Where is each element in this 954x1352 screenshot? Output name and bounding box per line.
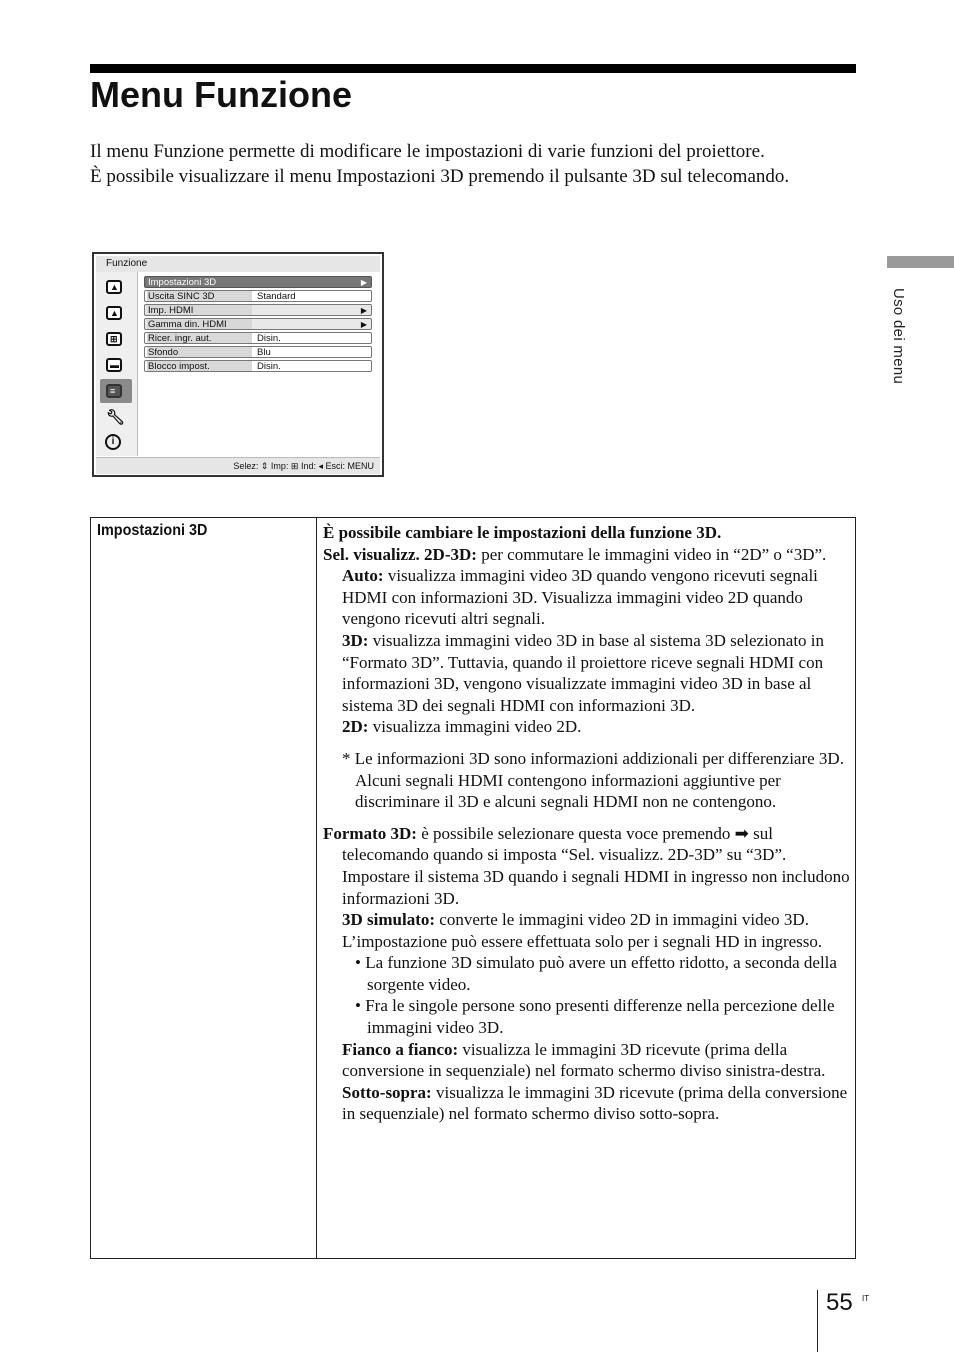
page-number-rule	[817, 1290, 818, 1352]
title-rule	[90, 64, 856, 73]
osd-row-uscita-sinc-3d: Uscita SINC 3D Standard	[144, 290, 372, 302]
osd-row-impostazioni-3d: Impostazioni 3D ▶	[144, 276, 372, 288]
osd-footer-hints: Selez: ⇕ Imp: ⊞ Ind: ◂ Esci: MENU	[233, 461, 374, 471]
intro-line-1: Il menu Funzione permette di modificare le impostazioni di varie funzioni del proiettore.	[90, 141, 765, 162]
bullet-item: • La funzione 3D simulato può avere un effetto ridotto, a seconda della sorgente video.	[355, 953, 837, 994]
picture-adjust-icon: ▲	[106, 306, 122, 320]
lead-text: È possibile cambiare le impostazioni della funzione 3D.	[323, 523, 722, 542]
osd-row-gamma-din-hdmi: Gamma din. HDMI ▶	[144, 318, 372, 330]
auto-item: Auto: visualizza immagini video 3D quando vengono ricevuti segnali HDMI con informazioni 3D. Visualizza immagini video 2D quando vengono ricevuti altri segnali.	[342, 566, 818, 629]
osd-icon-sidebar	[96, 272, 138, 456]
section-tab	[887, 256, 954, 268]
setup-icon: ▬	[106, 358, 122, 372]
bullet-item: • Fra le singole persone sono presenti differenze nella percezione delle immagini video 3D.	[355, 996, 835, 1038]
page-number: 55	[826, 1289, 853, 1316]
osd-footer	[96, 457, 380, 474]
osd-header	[96, 256, 380, 272]
osd-menu-screenshot	[92, 252, 384, 477]
wrench-icon: 🔧︎	[106, 409, 126, 426]
3d-simulato-item: 3D simulato: converte le immagini video 2D in immagini video 3D. L’impostazione può essere effettuata solo per i segnali HD in ingresso.	[342, 910, 823, 951]
settings-table	[90, 517, 856, 1259]
screen-icon: ⊞	[106, 332, 122, 346]
fianco-a-fianco-item: Fianco a fianco: visualizza le immagini 3D ricevute (prima della conversione in sequenziale) nel formato schermo diviso sinistra-destra.	[342, 1039, 826, 1081]
function-icon: ≡	[106, 384, 122, 398]
info-icon: i	[105, 434, 121, 450]
osd-row-ricer-ingr-aut: Ricer. ingr. aut. Disin.	[144, 332, 372, 344]
intro-line-2: È possibile visualizzare il menu Impostazioni 3D premendo il pulsante 3D sul telecomando.	[90, 166, 790, 187]
osd-header-title: Funzione	[106, 258, 148, 269]
section-label: Uso dei menu	[890, 288, 907, 385]
table-row-label: Impostazioni 3D	[97, 522, 208, 539]
osd-row-sfondo: Sfondo Blu	[144, 346, 372, 358]
intro-text	[90, 139, 866, 189]
picture-icon: ▲	[106, 280, 122, 294]
2d-item: 2D: visualizza immagini video 2D.	[342, 717, 582, 737]
formato-3d-item: Formato 3D: è possibile selezionare questa voce premendo ➡ sul telecomando quando si imposta “Sel. visualizz. 2D-3D” su “3D”. Impostare il sistema 3D quando i segnali HDMI in ingresso non includono informazioni 3D.	[323, 823, 850, 908]
sotto-sopra-item: Sotto-sopra: visualizza le immagini 3D ricevute (prima della conversione in sequenziale) nel formato schermo diviso sotto-sopra.	[342, 1082, 848, 1124]
osd-row-imp-hdmi: Imp. HDMI ▶	[144, 304, 372, 316]
osd-row-blocco-impost: Blocco impost. Disin.	[144, 360, 372, 372]
page-language: IT	[862, 1294, 870, 1303]
right-arrow-icon: ➡	[734, 823, 749, 843]
table-row-description	[323, 522, 851, 1125]
3d-item: 3D: visualizza immagini video 3D in base al sistema 3D selezionato in “Formato 3D”. Tuttavia, quando il proiettore riceve segnali HDMI con informazioni 3D, vengono visualizzate immagini video 3D in base al sistema 3D dei segnali HDMI con informazioni 3D.	[342, 630, 825, 715]
footnote: * Le informazioni 3D sono informazioni addizionali per differenziare 3D. Alcuni segnali HDMI contengono informazioni aggiuntive per discriminare il 3D e alcuni segnali HDMI non ne contengono.	[342, 748, 844, 812]
sel-visualizz-item: Sel. visualizz. 2D-3D: per commutare le immagini video in “2D” o “3D”.	[323, 544, 827, 564]
table-column-divider	[316, 518, 317, 1258]
page-title: Menu Funzione	[90, 74, 352, 115]
